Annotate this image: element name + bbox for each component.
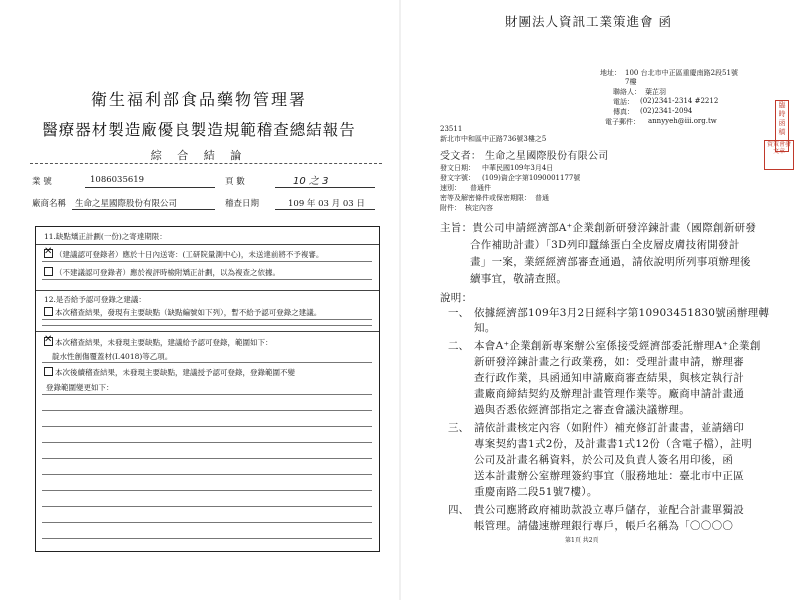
item-11-heading: 11.缺點矯正計劃(一份)之寄達期限：: [44, 232, 167, 241]
explain-label: 說明：: [440, 292, 473, 304]
phone: (02)2341-2314 #2212: [640, 97, 719, 105]
guide-line: [42, 319, 372, 320]
date-underline: [275, 209, 375, 210]
inspection-date: 109 年 03 月 03 日: [288, 199, 365, 209]
guide-line: [42, 362, 372, 363]
pages-underline: [275, 187, 375, 188]
receiver: 生命之星國際股份有限公司: [485, 151, 609, 162]
guide-line: [42, 506, 372, 507]
item-12-heading: 12.是否給予認可登錄之建議：: [44, 295, 146, 304]
checkbox-checked[interactable]: [44, 334, 53, 346]
item-2-line: 新研發淬鍊計畫之行政業務，如：受理計畫申請，辦理審: [474, 356, 744, 368]
contact: 葉芷羽: [645, 88, 666, 96]
item-12b-scope: 靛水性創傷覆蓋材(I.4018)等乙項。: [52, 352, 173, 361]
page-footer: 第1頁 共2頁: [565, 537, 599, 544]
attach-label: 附件：: [440, 204, 461, 212]
doc-date-label: 發文日期：: [440, 164, 475, 172]
doc-no: (109)資企字第1090001177號: [482, 174, 581, 182]
item-12c-scope: 登錄範圍變更如下：: [46, 383, 114, 392]
seal-stamp: 臨時函稿: [775, 100, 789, 152]
item-4-line: 帳管理。請儘速辦理銀行專戶，帳戶名稱為「〇〇〇〇: [474, 520, 734, 532]
item-2-line: 過與否悉依經濟部指定之審查會議決議辦理。: [474, 404, 690, 416]
item-11b-text: （不建議認可登錄者）應於複評時檢附矯正計劃，以為複查之依據。: [55, 268, 280, 277]
maker-label: 廠商名稱: [32, 199, 67, 209]
address-line2: 7樓: [625, 78, 637, 86]
receiver-label: 受文者：: [440, 151, 482, 162]
item-2-line: 查行政作業，具函通知申請廠商審查結果，與核定執行計: [474, 372, 744, 384]
section-heading: 綜 合 結 論: [150, 149, 248, 162]
fax-label: 傳真：: [613, 108, 634, 116]
item-3-line: 送本計畫辦公室辦理簽約事宜（服務地址：臺北市中正區: [474, 470, 744, 482]
conclusion-box: [35, 226, 380, 552]
item-1-num: 一、: [448, 307, 469, 319]
pages-label: 頁 數: [225, 177, 245, 187]
subject-line-1: 主旨：貴公司申請經濟部A⁺企業創新研發淬鍊計畫（國際創新研發: [440, 222, 757, 234]
check-x-icon: ✕: [44, 334, 53, 345]
item-11a: [44, 246, 324, 260]
guide-line: [42, 538, 372, 539]
header-rule: [30, 163, 382, 164]
item-3-line: 專案契約書1式2份，及計畫書1式12份（含電子檔），註明: [474, 438, 753, 450]
item-2-line: 畫廠商締結契約及辦理計畫管理作業等。廠商申請計畫通: [474, 388, 744, 400]
email-label: 電子郵件：: [605, 118, 640, 126]
guide-line: [42, 279, 372, 280]
business-no-label: 業 號: [32, 177, 52, 187]
date-label: 稽查日期: [225, 199, 260, 209]
box-rule: [36, 290, 379, 291]
contact-label: 聯絡人：: [613, 88, 641, 96]
checkbox[interactable]: [44, 267, 53, 276]
secret: 普通: [535, 194, 549, 202]
left-page: [0, 0, 398, 600]
speed: 普通件: [470, 184, 491, 192]
item-3-line: 請依計畫核定內容（如附件）補充修訂計畫書，並請繕印: [474, 422, 744, 434]
maker-underline: [72, 209, 215, 210]
guide-line: [42, 474, 372, 475]
subject-line-3: 畫」一案，業經經濟部審查通過，請依說明所列事項辦理後: [470, 256, 751, 268]
speed-label: 速別：: [440, 184, 461, 192]
box-rule: [36, 244, 379, 245]
guide-line: [42, 458, 372, 459]
email: annyyeh@iii.org.tw: [648, 117, 717, 125]
item-12a: [44, 307, 321, 318]
checkbox-checked[interactable]: [44, 246, 53, 258]
item-1-line: 依據經濟部109年3月2日經科字第10903451830號函辦理轉: [474, 307, 770, 319]
check-x-icon: ✕: [44, 246, 53, 257]
guide-line: [42, 522, 372, 523]
secret-label: 密等及解密條件或保密期限：: [440, 194, 531, 202]
item-3-num: 三、: [448, 422, 469, 434]
item-12c: [44, 367, 295, 378]
business-no: 1086035619: [90, 175, 145, 185]
item-12c-text: 本次後續稽查結果，未發現主要缺點，建議授予認可登錄，登錄範圍不變: [55, 368, 295, 377]
item-11b: [44, 267, 280, 278]
fax: (02)2341-2094: [640, 107, 693, 115]
item-2-num: 二、: [448, 340, 469, 352]
recipient-address: 新北市中和區中正路736號3樓之5: [440, 135, 547, 143]
address-label: 地址：: [600, 69, 621, 77]
guide-line: [42, 394, 372, 395]
item-1-line: 知。: [474, 322, 496, 334]
guide-line: [42, 490, 372, 491]
item-12b-text: 本次稽查結果，未發現主要缺點，建議給予認可登錄，範圍如下：: [55, 338, 273, 347]
subject-line-4: 續事宜，敬請查照。: [470, 273, 568, 285]
item-4-line: 貴公司應將政府補助款設立專戶儲存，並配合計畫單獨設: [474, 504, 744, 516]
recipient-postal: 23511: [440, 125, 463, 133]
attach: 核定內容: [465, 204, 493, 212]
org-title: 財團法人資訊工業策進會 函: [505, 14, 672, 29]
item-3-line: 公司及計畫名稱資料，於公司及負責人簽名用印後，函: [474, 454, 734, 466]
item-3-line: 重慶南路二段51號7樓）。: [474, 486, 598, 498]
guide-line: [42, 410, 372, 411]
guide-line: [42, 442, 372, 443]
checkbox[interactable]: [44, 367, 53, 376]
page-divider: [399, 0, 401, 600]
doc-date: 中華民國109年3月4日: [482, 164, 554, 172]
maker-name: 生命之星國際股份有限公司: [75, 199, 178, 209]
subject-line-2: 合作補助計畫）「3D列印蠶絲蛋白全皮層皮膚技術開發計: [470, 239, 740, 251]
phone-label: 電話：: [613, 98, 634, 106]
item-11a-text: （建議認可登錄者）應於十日內送寄：(工研院量測中心)，未送達前將不予複審。: [55, 250, 324, 259]
item-12a-text: 本次稽查結果，發現有主要缺點（缺點編號如下列），暫不給予認可登錄之建議。: [55, 308, 322, 317]
seal-stamp-small: 資策會發文章: [764, 140, 794, 170]
item-4-num: 四、: [448, 504, 469, 516]
guide-line: [42, 325, 372, 326]
guide-line: [42, 261, 372, 262]
guide-line: [42, 426, 372, 427]
item-12b: [44, 334, 273, 348]
left-title: 衛生福利部食品藥物管理署: [90, 90, 307, 109]
pages-value: 10 之 3: [293, 176, 329, 187]
left-subtitle: 醫療器材製造廠優良製造規範稽查總結報告: [42, 121, 356, 139]
doc-no-label: 發文字號：: [440, 174, 475, 182]
business-no-underline: [85, 187, 215, 188]
address-line1: 100 台北市中正區重慶南路2段51號: [625, 69, 738, 77]
box-rule: [36, 331, 379, 332]
item-2-line: 本會A⁺企業創新專案辦公室係接受經濟部委託辦理A⁺企業創: [474, 340, 761, 352]
checkbox[interactable]: [44, 307, 53, 316]
